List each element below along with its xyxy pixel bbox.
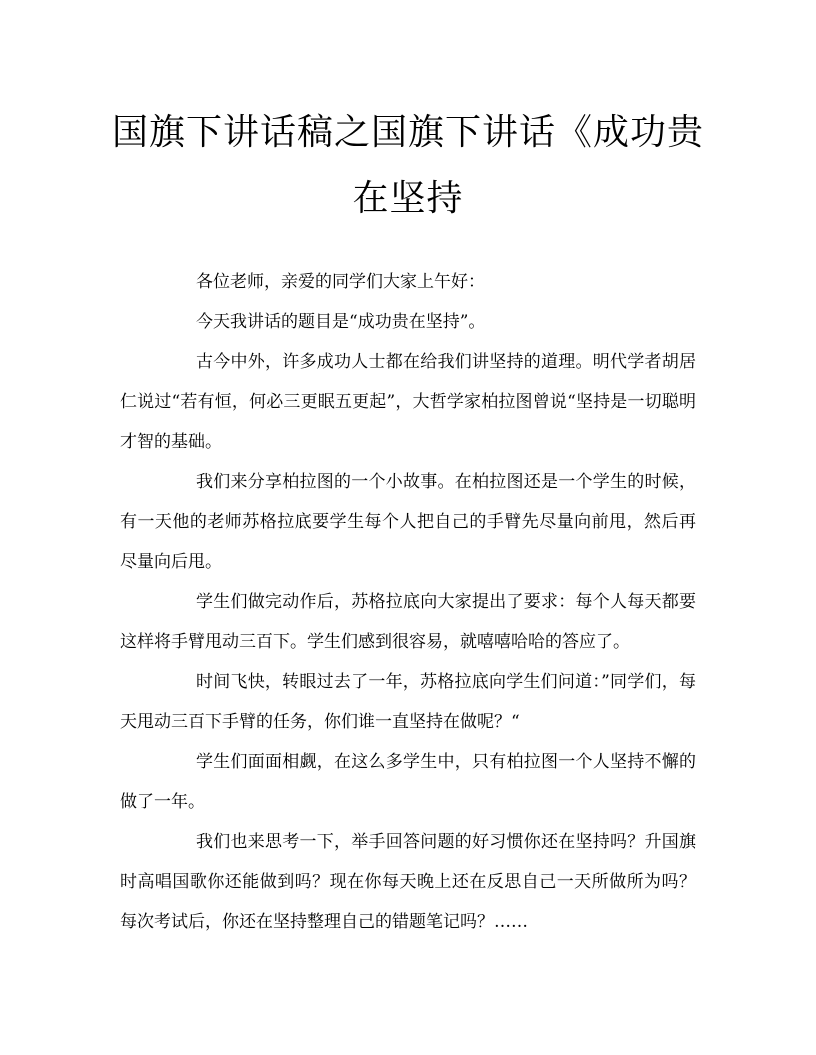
paragraph-greeting: 各位老师，亲爱的同学们大家上午好：: [196, 272, 485, 292]
paragraph-story: 我们来分享柏拉图的一个小故事。在柏拉图还是一个学生的时候，有一天他的老师苏格拉底要学生每个人把自己的手臂先尽量向前甩，然后再尽量向后甩。: [120, 472, 696, 572]
paragraph-question: 时间飞快，转眼过去了一年，苏格拉底向学生们问道：”同学们，每天甩动三百下手臂的任务，你们谁一直坚持在做呢？“: [120, 672, 696, 732]
document-body: [120, 262, 696, 942]
document-title: 国旗下讲话稿之国旗下讲话《成功贵在坚持: [111, 112, 704, 219]
paragraph-quotes: 古今中外，许多成功人士都在给我们讲坚持的道理。明代学者胡居仁说过“若有恒，何必三更眠五更起”，大哲学家柏拉图曾说“坚持是一切聪明才智的基础。: [120, 352, 696, 452]
paragraph-result: 学生们面面相觑，在这么多学生中，只有柏拉图一个人坚持不懈的做了一年。: [120, 752, 696, 812]
paragraph-reflection: 我们也来思考一下，举手回答问题的好习惯你还在坚持吗？升国旗时高唱国歌你还能做到吗？现在你每天晚上还在反思自己一天所做所为吗？每次考试后，你还在坚持整理自己的错题笔记吗？……: [120, 832, 696, 932]
paragraph-request: 学生们做完动作后，苏格拉底向大家提出了要求：每个人每天都要这样将手臂甩动三百下。学生们感到很容易，就嘻嘻哈哈的答应了。: [120, 592, 696, 652]
paragraph-topic: 今天我讲话的题目是“成功贵在坚持”。: [196, 312, 486, 332]
